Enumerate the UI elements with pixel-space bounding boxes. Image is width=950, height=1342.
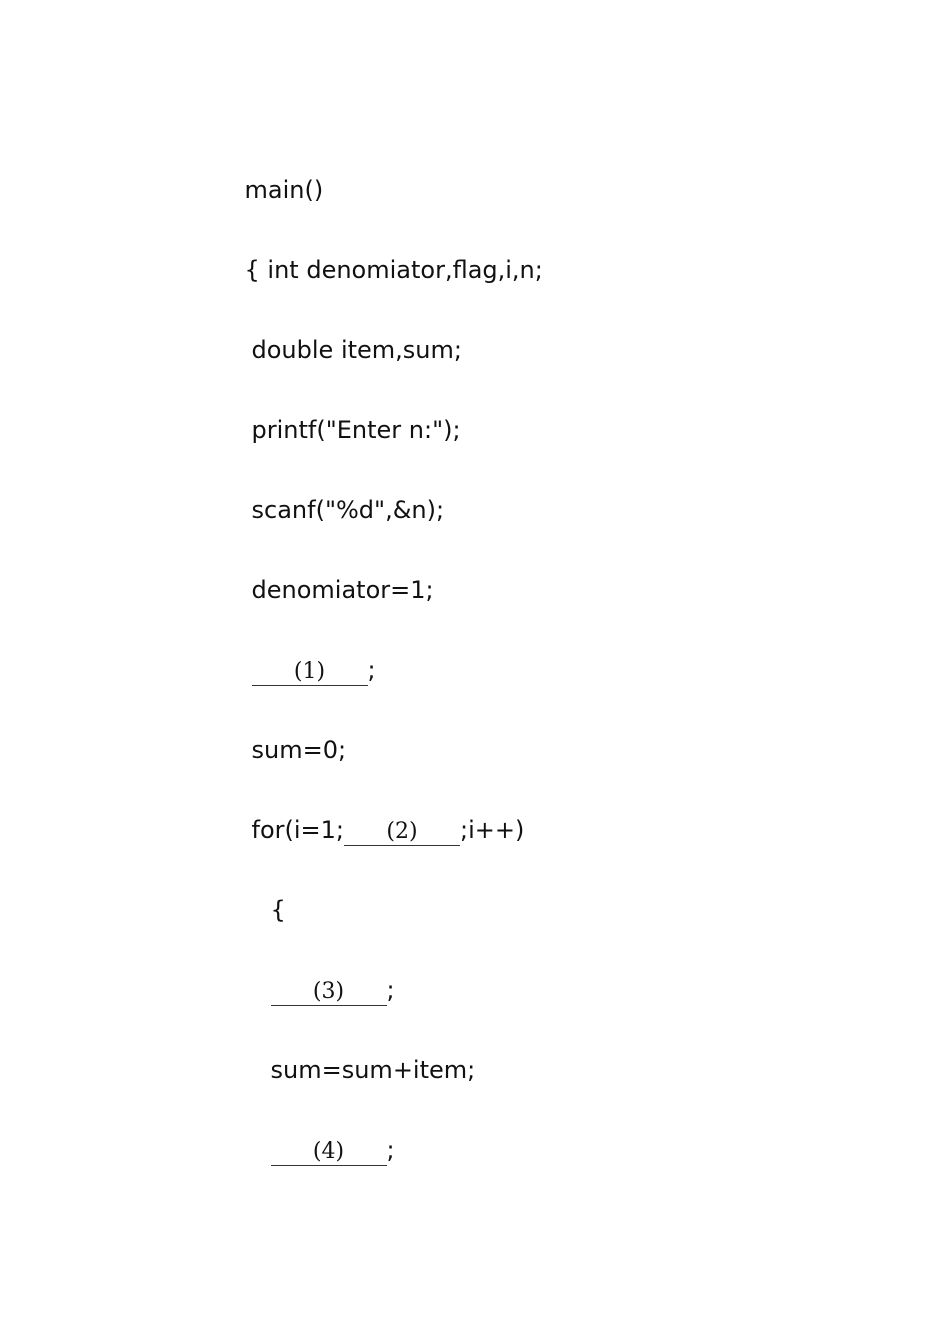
code-text: double item,sum; — [251, 336, 462, 364]
code-line-sum-update — [240, 1025, 475, 1115]
code-line-sum-init — [221, 705, 346, 795]
code-line-scanf — [221, 465, 444, 555]
code-line-blank-1 — [221, 625, 376, 716]
code-text: ; — [386, 1136, 395, 1164]
code-text: ;i++) — [460, 816, 525, 844]
code-text: ; — [386, 976, 395, 1004]
code-line-for-loop — [221, 785, 524, 876]
code-text: for(i=1; — [251, 816, 345, 844]
code-text: printf("Enter n:"); — [251, 416, 461, 444]
code-text: sum=sum+item; — [270, 1056, 476, 1084]
code-text: sum=0; — [251, 736, 347, 764]
code-line-declaration-int — [214, 225, 543, 315]
fill-in-blank-4: (4) — [271, 1139, 387, 1166]
code-text: { — [270, 896, 286, 924]
fill-in-blank-3: (3) — [271, 979, 387, 1006]
code-line-main — [214, 145, 323, 235]
code-text: denomiator=1; — [251, 576, 434, 604]
code-line-blank-4 — [240, 1105, 395, 1196]
code-text: { int denomiator,flag,i,n; — [244, 256, 543, 284]
code-text: scanf("%d",&n); — [251, 496, 445, 524]
code-line-declaration-double — [221, 305, 462, 395]
code-text: main() — [244, 176, 324, 204]
code-line-denomiator-init — [221, 545, 434, 635]
code-line-blank-3 — [240, 945, 395, 1036]
code-text: ; — [367, 656, 376, 684]
code-line-printf — [221, 385, 461, 475]
fill-in-blank-1: (1) — [252, 659, 368, 686]
fill-in-blank-2: (2) — [344, 819, 460, 846]
code-line-open-brace — [240, 865, 286, 955]
